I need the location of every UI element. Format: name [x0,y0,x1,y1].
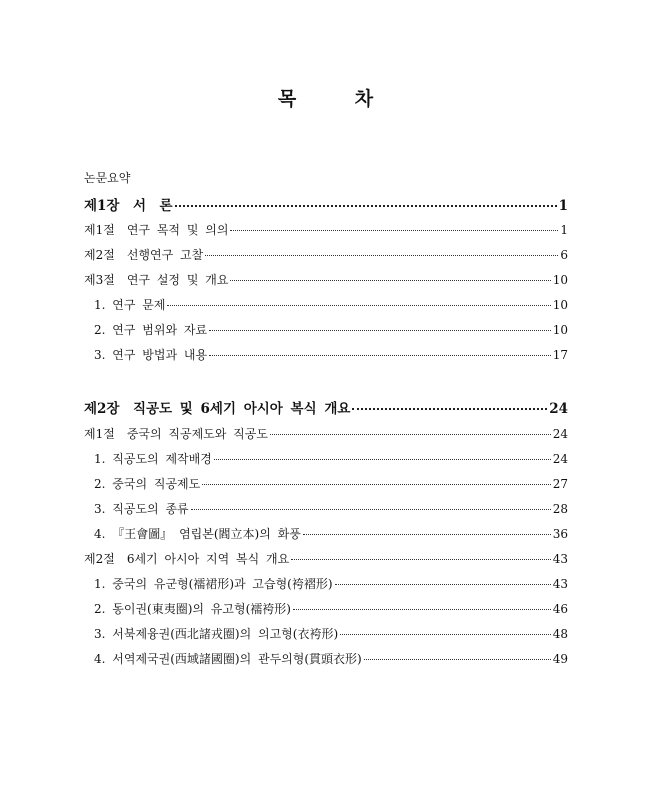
toc-subentry [94,296,568,313]
toc-subentry-label: 4. 서역제국권(西域諸國圈)의 관두의형(貫頭衣形) [94,652,362,666]
toc-subentry-label: 3. 서북제융권(西北諸戎圈)의 의고형(衣袴形) [94,627,339,641]
toc-subentry-page: 49 [552,652,568,666]
toc-subentry [94,450,568,467]
leader-dots [303,522,551,535]
toc-entry [84,271,568,288]
toc-subentry-label: 2. 중국의 직공제도 [94,477,201,491]
toc-chapter-2-label: 제2장 직공도 및 6세기 아시아 복식 개요 [84,401,351,417]
toc-entry-page: 10 [552,273,568,287]
toc-subentry-page: 10 [552,323,568,337]
toc-entry-label: 제1절 중국의 직공제도와 직공도 [84,427,268,441]
toc-entry-label: 제3절 연구 설정 및 개요 [84,273,229,287]
toc-chapter-1-page: 1 [558,198,568,214]
toc-entry-label: 제2절 6세기 아시아 지역 복식 개요 [84,552,290,566]
toc-chapter-2 [84,397,568,417]
leader-dots [205,243,558,256]
toc-subentry-page: 10 [552,298,568,312]
toc-subentry-page: 36 [552,527,568,541]
toc-entry-page: 1 [560,223,568,237]
leader-dots [209,343,551,356]
toc-entry [84,550,568,567]
leader-dots [230,268,550,281]
toc-subentry-page: 43 [552,577,568,591]
toc-subentry [94,346,568,363]
toc-chapter-1-label: 제1장 서 론 [84,198,173,214]
toc-subentry-label: 3. 연구 방법과 내용 [94,348,208,362]
toc-subentry [94,575,568,592]
toc-subentry-label: 4. 『王會圖』 염립본(閻立本)의 화풍 [94,527,301,541]
toc-entry-label: 제1절 연구 목적 및 의의 [84,223,229,237]
toc-entry-label: 제2절 선행연구 고찰 [84,248,204,262]
toc-subentry [94,475,568,492]
page-title: 목 차 [277,88,400,110]
toc-subentry-page: 24 [552,452,568,466]
leader-dots [364,647,551,660]
toc-subentry-page: 17 [552,348,568,362]
leader-dots [291,547,550,560]
leader-dots [340,622,551,635]
leader-dots [167,293,550,306]
toc-entry [84,246,568,263]
toc-subentry [94,321,568,338]
leader-dots [230,218,558,231]
leader-dots [191,497,551,510]
leader-dots [352,396,547,410]
leader-dots [214,447,551,460]
toc-subentry [94,600,568,617]
toc-subentry-page: 27 [552,477,568,491]
toc-subentry-label: 2. 연구 범위와 자료 [94,323,208,337]
leader-dots [175,193,557,207]
toc-subentry [94,500,568,517]
leader-dots [270,422,551,435]
toc-subentry-label: 1. 중국의 유군형(襦裙形)과 고습형(袴褶形) [94,577,333,591]
toc-entry [84,221,568,238]
leader-dots [335,572,551,585]
toc-subentry-label: 2. 동이권(東夷圈)의 유고형(襦袴形) [94,602,291,616]
toc-subentry-page: 28 [552,502,568,516]
toc-subentry-label: 1. 직공도의 제작배경 [94,452,212,466]
toc-subentry [94,525,568,542]
toc-subentry [94,625,568,642]
toc-chapter-1 [84,194,568,214]
abstract-entry: 논문요약 [84,171,131,185]
toc-chapter-2-page: 24 [549,401,568,417]
toc-subentry-page: 48 [552,627,568,641]
toc-entry-page: 6 [560,248,568,262]
toc-subentry-page: 46 [552,602,568,616]
toc-subentry [94,650,568,667]
toc-entry [84,425,568,442]
leader-dots [209,318,551,331]
toc-entry-page: 24 [552,427,568,441]
toc-entry-page: 43 [552,552,568,566]
toc-subentry-label: 1. 연구 문제 [94,298,166,312]
toc-subentry-label: 3. 직공도의 종류 [94,502,189,516]
leader-dots [202,472,550,485]
leader-dots [293,597,551,610]
